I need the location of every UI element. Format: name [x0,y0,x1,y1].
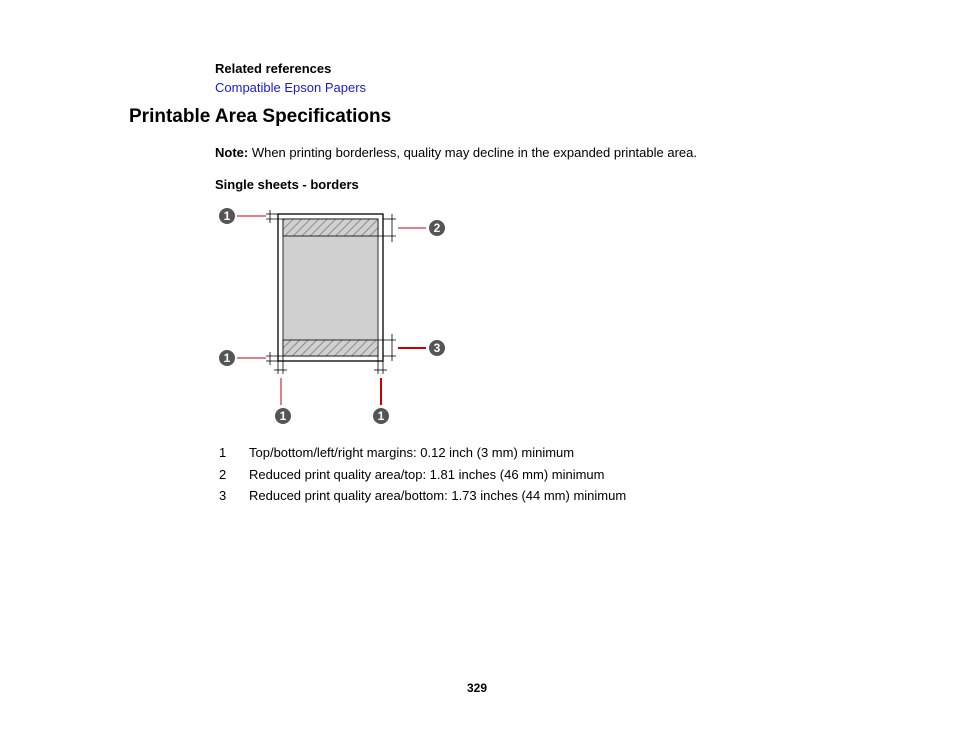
callout-bottom-edge-right [373,408,389,424]
callout-top-right-label: 2 [433,221,441,235]
page-number: 329 [466,681,488,695]
spec-item [219,467,626,489]
callout-top-left-label: 1 [223,209,231,223]
callout-top-right [429,220,445,236]
callout-bottom-right [429,340,445,356]
callout-bottom-edge-left [275,408,291,424]
note-paragraph [215,145,697,160]
spec-text: Top/bottom/left/right margins: 0.12 inch (3 mm) minimum [249,445,575,460]
printable-area-diagram [210,200,450,432]
note-label: Note: [215,145,249,160]
note-text: When printing borderless, quality may decline in the expanded printable area. [248,145,697,160]
spec-list [219,445,626,510]
callout-bottom-edge-left-label: 1 [279,409,287,423]
callout-bottom-right-label: 3 [433,341,441,355]
spec-text: Reduced print quality area/top: 1.81 inches (46 mm) minimum [249,466,605,482]
reduced-area-top [283,219,378,236]
callout-bottom-left-label: 1 [223,351,231,365]
callout-bottom-edge-right-label: 1 [377,409,385,423]
page-title: Printable Area Specifications [129,106,392,127]
spec-number: 1 [219,445,227,460]
spec-item [219,488,626,510]
callout-top-left [219,208,235,224]
spec-number: 2 [219,466,227,482]
reduced-area-bottom [283,340,378,356]
spec-number: 3 [219,488,227,504]
spec-item [219,445,626,467]
related-references-heading: Related references [215,61,332,76]
callout-bottom-left [219,350,235,366]
compatible-epson-papers-link[interactable]: Compatible Epson Papers [215,80,367,95]
single-sheets-borders-heading: Single sheets - borders [215,177,359,192]
spec-text: Reduced print quality area/bottom: 1.73 inches (44 mm) minimum [249,488,627,504]
